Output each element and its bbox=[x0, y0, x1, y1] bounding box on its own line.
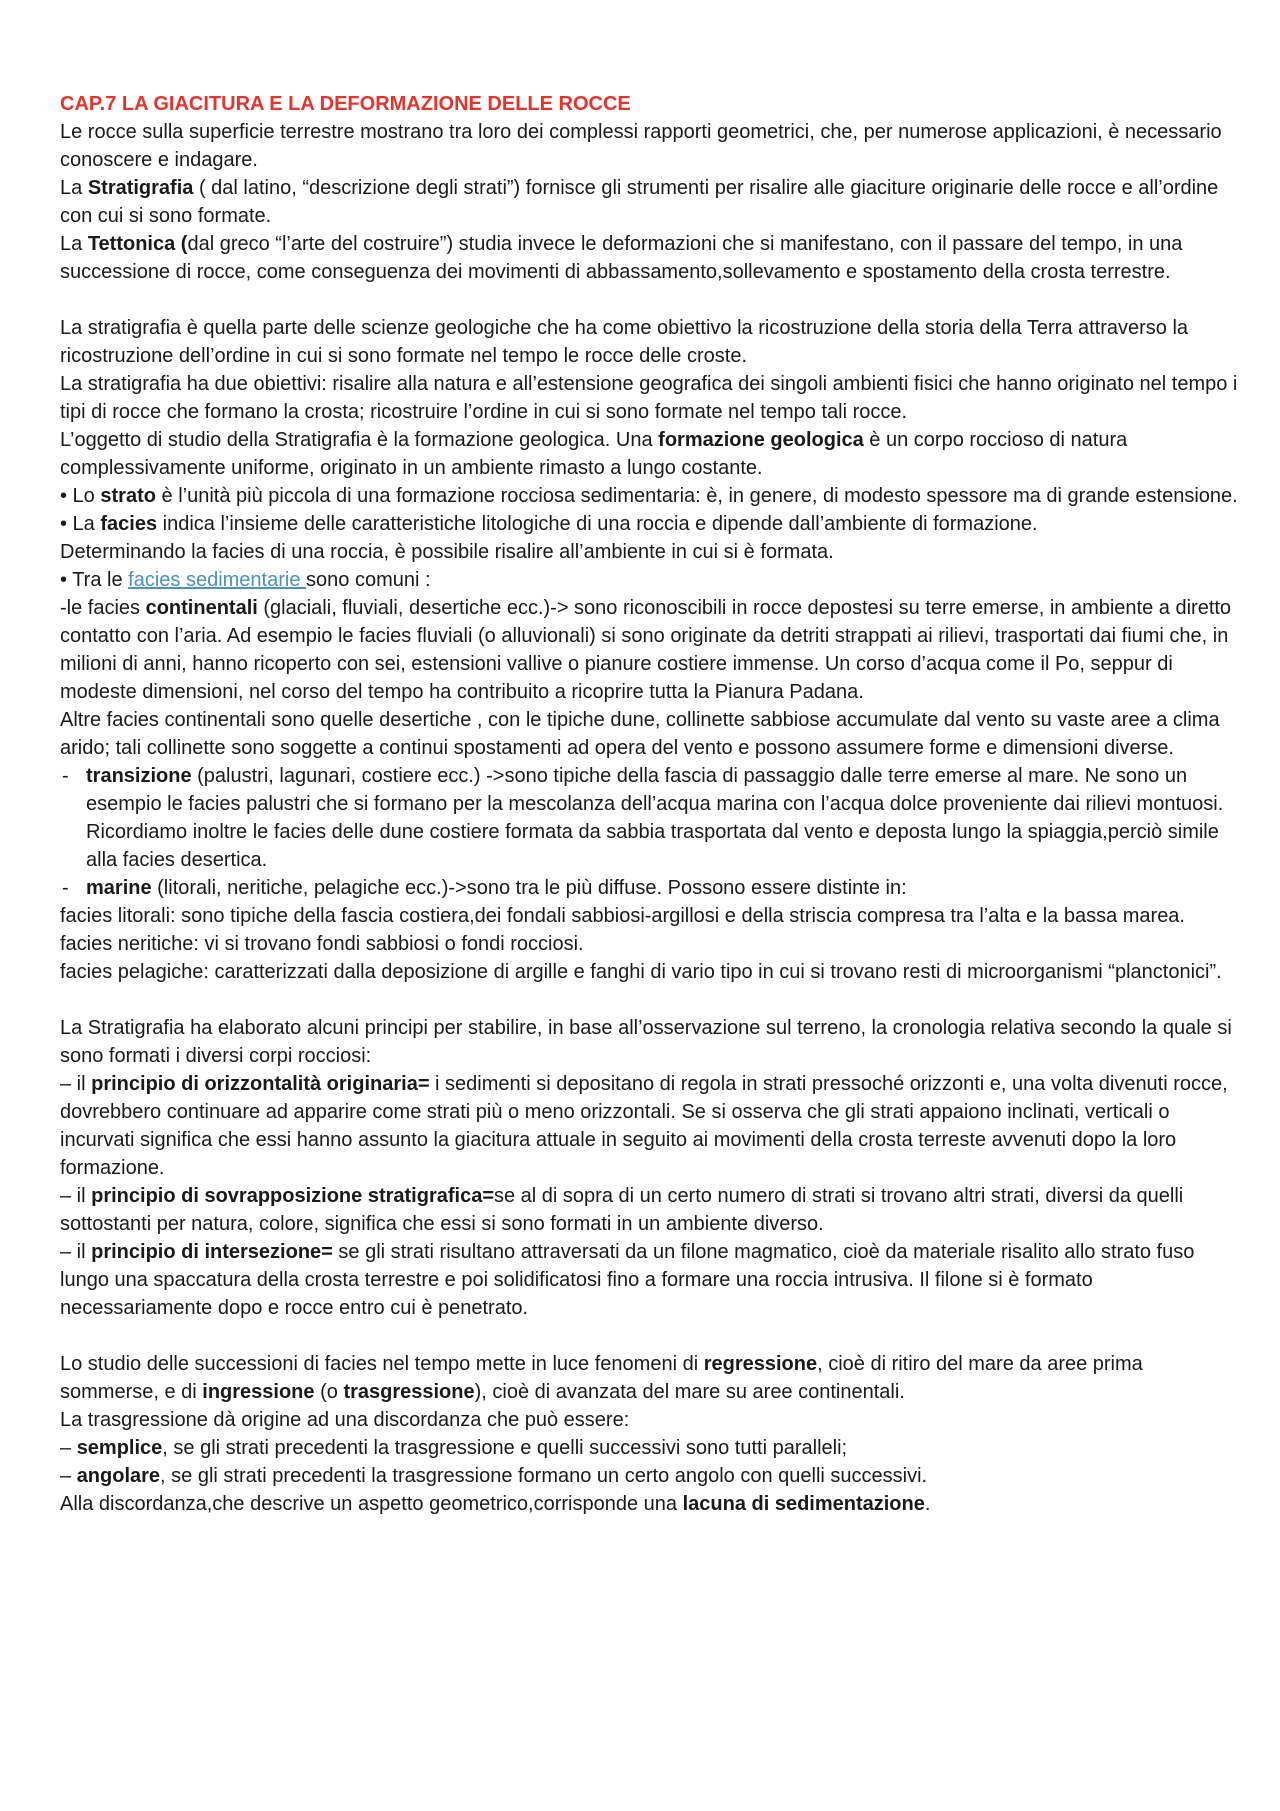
term-strato: strato bbox=[100, 485, 156, 507]
term-formazione-geologica: formazione geologica bbox=[658, 429, 864, 451]
text: -le facies bbox=[60, 597, 146, 619]
bullet-facies-sedimentarie bbox=[60, 566, 1240, 594]
text: dal greco “l’arte del costruire”) studia invece le deformazioni che si manifestano, con il passare del tempo, in una successione di rocce, come conseguenza dei movimenti di abbassamento,sollevamento e spostamento della crosta terrestre. bbox=[60, 233, 1183, 283]
dash-marker: - bbox=[62, 765, 69, 787]
text: indica l’insieme delle caratteristiche litologiche di una roccia e dipende dall’ambiente di formazione. bbox=[157, 513, 1038, 535]
facies-transizione bbox=[60, 762, 1240, 874]
text: (litorali, neritiche, pelagiche ecc.)->sono tra le più diffuse. Possono essere distinte in: bbox=[151, 877, 907, 899]
facies-neritiche: facies neritiche: vi si trovano fondi sabbiosi o fondi rocciosi. bbox=[60, 933, 584, 955]
text: è un corpo roccioso di natura complessivamente uniforme, originato in un ambiente rimasto a lungo costante. bbox=[60, 429, 1128, 479]
facies-marine bbox=[60, 874, 1240, 902]
spacer bbox=[60, 1322, 1240, 1350]
text: ), cioè di avanzata del mare su aree continentali. bbox=[474, 1381, 905, 1403]
principle-intersezione bbox=[60, 1238, 1240, 1322]
intro-paragraph-1: Le rocce sulla superficie terrestre mostrano tra loro dei complessi rapporti geometrici, che, per numerose applicazioni, è necessario conoscere e indagare. bbox=[60, 121, 1222, 171]
text: , se gli strati precedenti la trasgressione formano un certo angolo con quelli successivi. bbox=[160, 1465, 928, 1487]
dash-marker: - bbox=[62, 877, 69, 899]
chapter-title: CAP.7 LA GIACITURA E LA DEFORMAZIONE DELLE ROCCE bbox=[60, 93, 631, 115]
text: è l’unità più piccola di una formazione rocciosa sedimentaria: è, in genere, di modesto spessore ma di grande estensione. bbox=[155, 485, 1238, 507]
text: La bbox=[60, 233, 88, 255]
bullet-strato bbox=[60, 482, 1240, 510]
text: – bbox=[60, 1437, 77, 1459]
term-transizione: transizione bbox=[86, 765, 192, 787]
discordanza-intro: La trasgressione dà origine ad una discordanza che può essere: bbox=[60, 1409, 630, 1431]
text: sono comuni : bbox=[306, 569, 431, 591]
facies-litorali: facies litorali: sono tipiche della fascia costiera,dei fondali sabbiosi-argillosi e della striscia compresa tra l’alta e la bassa marea. bbox=[60, 905, 1185, 927]
term-trasgressione: trasgressione bbox=[343, 1381, 475, 1403]
intro-paragraph-3 bbox=[60, 230, 1240, 286]
facies-sedimentarie-link[interactable]: facies sedimentarie bbox=[128, 569, 307, 591]
text: Lo studio delle successioni di facies nel tempo mette in luce fenomeni di bbox=[60, 1353, 704, 1375]
strat-paragraph-4: Determinando la facies di una roccia, è possibile risalire all’ambiente in cui si è formata. bbox=[60, 541, 834, 563]
facies-desertiche: Altre facies continentali sono quelle desertiche , con le tipiche dune, collinette sabbiose accumulate dal vento su vaste aree a clima arido; tali collinette sono soggette a continui spostamenti ad opera del vento e possono assumere forme e dimensioni diverse. bbox=[60, 709, 1220, 759]
term-facies: facies bbox=[100, 513, 158, 535]
bullet-facies bbox=[60, 510, 1240, 538]
strat-paragraph-3 bbox=[60, 426, 1240, 482]
principle-orizzontalita bbox=[60, 1070, 1240, 1182]
text: , cioè di ritiro del mare da aree prima sommerse, e di bbox=[60, 1353, 1143, 1403]
text: – bbox=[60, 1465, 77, 1487]
text: – il bbox=[60, 1241, 92, 1263]
discordanza-angolare bbox=[60, 1462, 1240, 1490]
term-angolare: angolare bbox=[76, 1465, 161, 1487]
term-orizzontalita: principio di orizzontalità originaria= bbox=[91, 1073, 430, 1095]
text: • La bbox=[60, 513, 101, 535]
intro-paragraph-2 bbox=[60, 174, 1240, 230]
term-intersezione: principio di intersezione= bbox=[91, 1241, 333, 1263]
text: L’oggetto di studio della Stratigrafia è la formazione geologica. Una bbox=[60, 429, 659, 451]
term-stratigrafia: Stratigrafia bbox=[87, 177, 194, 199]
text: (o bbox=[314, 1381, 344, 1403]
facies-continentali bbox=[60, 594, 1240, 706]
successioni-paragraph bbox=[60, 1350, 1240, 1406]
strat-paragraph-1: La stratigrafia è quella parte delle scienze geologiche che ha come obiettivo la ricostruzione della storia della Terra attraverso la ricostruzione dell’ordine in cui si sono formate nel tempo le rocce delle croste. bbox=[60, 317, 1189, 367]
text: i sedimenti si depositano di regola in strati pressoché orizzonti e, una volta divenuti rocce, dovrebbero continuare ad apparire come strati più o meno orizzontali. Se si osserva che gli strati appaiono inclinati, verticali o incurvati significa che essi hanno assunto la giacitura attuale in seguito ai movimenti della crosta terreste avvenuti dopo la loro formazione. bbox=[60, 1073, 1228, 1179]
text: (glaciali, fluviali, desertiche ecc.)-> sono riconoscibili in rocce depostesi su terre emerse, in ambiente a diretto contatto con l’aria. Ad esempio le facies fluviali (o alluvionali) si sono originate da detriti strappati ai rilievi, trasportati dai fiumi che, in milioni di anni, hanno ricoperto con sei, estensioni vallive o pianure costiere immense. Un corso d’acqua come il Po, seppur di modeste dimensioni, nel corso del tempo ha contribuito a ricoprire tutta la Pianura Padana. bbox=[60, 597, 1232, 703]
term-semplice: semplice bbox=[76, 1437, 163, 1459]
term-sovrapposizione: principio di sovrapposizione stratigrafica= bbox=[91, 1185, 494, 1207]
text: La bbox=[60, 177, 88, 199]
text: Alla discordanza,che descrive un aspetto geometrico,corrisponde una bbox=[60, 1493, 683, 1515]
text: ( dal latino, “descrizione degli strati”) fornisce gli strumenti per risalire alle giaciture originarie delle rocce e all’ordine con cui si sono formate. bbox=[60, 177, 1219, 227]
term-lacuna: lacuna di sedimentazione bbox=[682, 1493, 925, 1515]
lacuna-paragraph bbox=[60, 1490, 1240, 1518]
text: . bbox=[924, 1493, 931, 1515]
spacer bbox=[60, 986, 1240, 1014]
text: – il bbox=[60, 1073, 92, 1095]
text: • Tra le bbox=[60, 569, 129, 591]
text: se al di sopra di un certo numero di strati si trovano altri strati, diversi da quelli sottostanti per natura, colore, significa che essi si sono formati in un ambiente diverso. bbox=[60, 1185, 1184, 1235]
document-page bbox=[60, 90, 1240, 1518]
principles-intro: La Stratigrafia ha elaborato alcuni principi per stabilire, in base all’osservazione sul terreno, la cronologia relativa secondo la quale si sono formati i diversi corpi rocciosi: bbox=[60, 1017, 1232, 1067]
discordanza-semplice bbox=[60, 1434, 1240, 1462]
text: • Lo bbox=[60, 485, 101, 507]
spacer bbox=[60, 286, 1240, 314]
term-marine: marine bbox=[86, 877, 152, 899]
principle-sovrapposizione bbox=[60, 1182, 1240, 1238]
text: se gli strati risultano attraversati da un filone magmatico, cioè da materiale risalito allo strato fuso lungo una spaccatura della crosta terrestre e poi solidificatosi fino a formare una roccia intrusiva. Il filone si è formato necessariamente dopo e rocce entro cui è penetrato. bbox=[60, 1241, 1195, 1319]
term-tettonica: Tettonica ( bbox=[87, 233, 188, 255]
text: , se gli strati precedenti la trasgressione e quelli successivi sono tutti paralleli; bbox=[162, 1437, 848, 1459]
term-ingressione: ingressione bbox=[202, 1381, 315, 1403]
facies-pelagiche: facies pelagiche: caratterizzati dalla deposizione di argille e fanghi di vario tipo in cui si trovano resti di microorganismi “planctonici”. bbox=[60, 961, 1222, 983]
term-continentali: continentali bbox=[145, 597, 258, 619]
strat-paragraph-2: La stratigrafia ha due obiettivi: risalire alla natura e all’estensione geografica dei singoli ambienti fisici che hanno originato nel tempo i tipi di rocce che formano la crosta; ricostruire l’ordine in cui si sono formate nel tempo tali rocce. bbox=[60, 373, 1238, 423]
term-regressione: regressione bbox=[703, 1353, 818, 1375]
text: (palustri, lagunari, costiere ecc.) ->sono tipiche della fascia di passaggio dalle terre emerse al mare. Ne sono un esempio le facies palustri che si formano per la mescolanza dell’acqua marina con l’acqua dolce proveniente dai rilievi montuosi. Ricordiamo inoltre le facies delle dune costiere formata da sabbia trasportata dal vento e deposta lungo la spiaggia,perciò simile alla facies desertica. bbox=[86, 765, 1224, 871]
text: – il bbox=[60, 1185, 92, 1207]
